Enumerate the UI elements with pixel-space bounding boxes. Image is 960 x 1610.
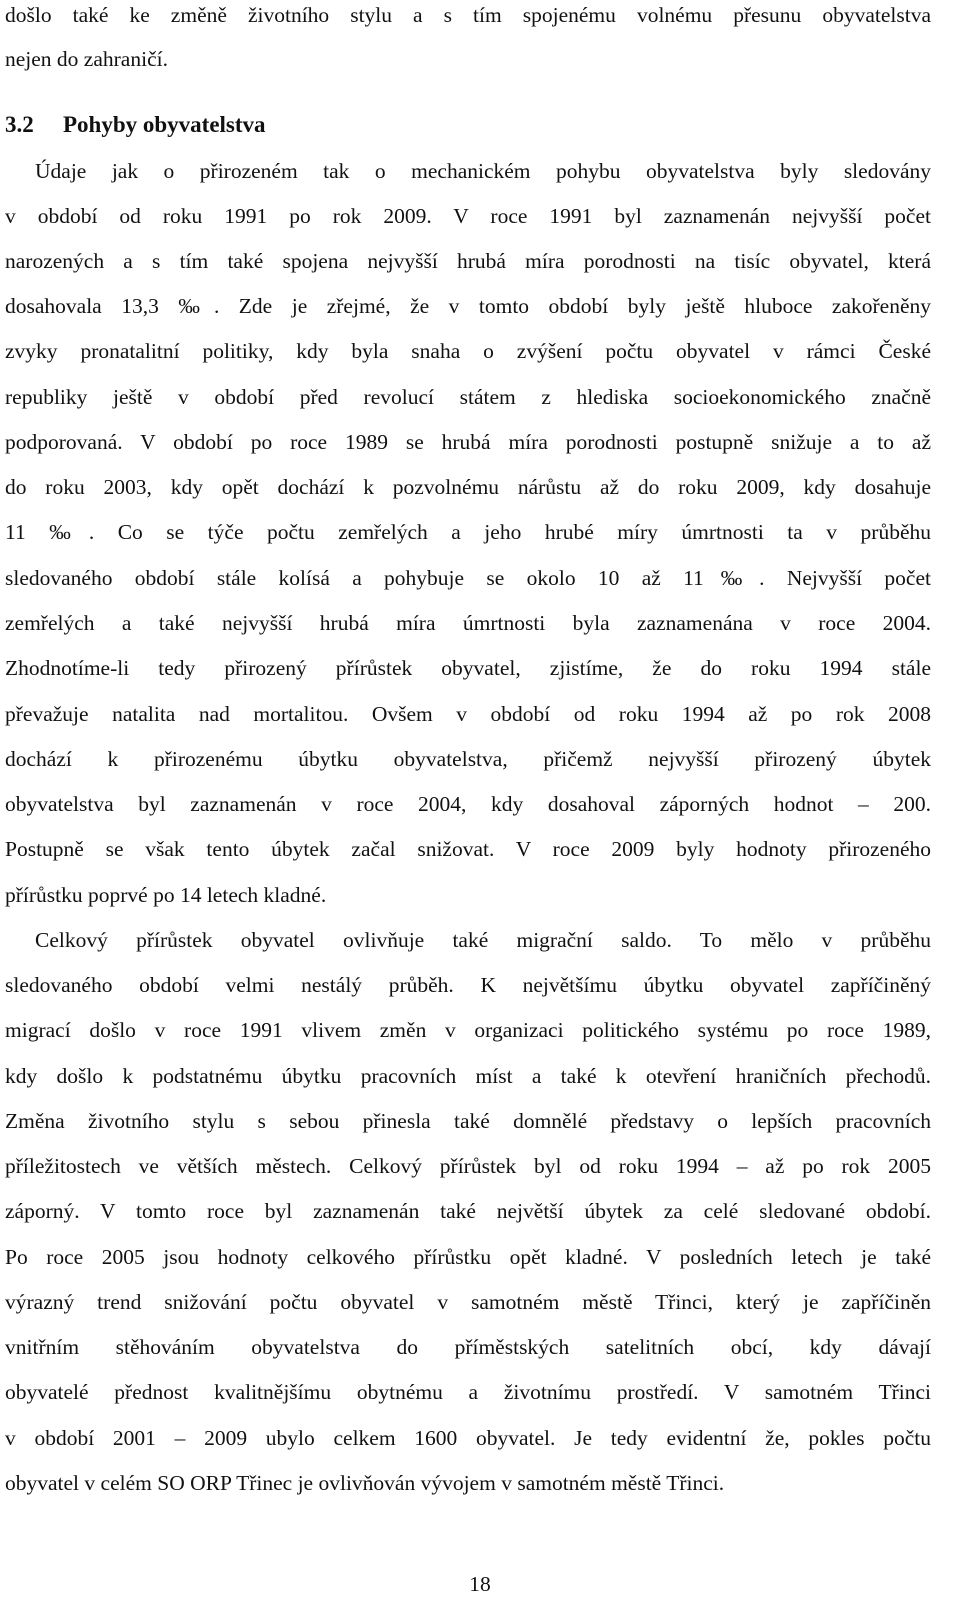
text-line: Postupně se však tento úbytek začal snižovat. V roce 2009 byly hodnoty přirozeného xyxy=(5,837,931,861)
text-line: zvyky pronatalitní politiky, kdy byla snaha o zvýšení počtu obyvatel v rámci České xyxy=(5,339,931,363)
text-line: obyvatel v celém SO ORP Třinec je ovlivňován vývojem v samotném městě Třinci. xyxy=(5,1471,725,1495)
text-line: dosahovala 13,3 ‰. Zde je zřejmé, že v tomto období byly ještě hluboce zakořeněny xyxy=(5,294,931,318)
text-line: výrazný trend snižování počtu obyvatel v samotném městě Třinci, který je zapříčiněn xyxy=(5,1290,931,1314)
text-line: Po roce 2005 jsou hodnoty celkového přírůstku opět kladné. V posledních letech je také xyxy=(5,1245,931,1269)
text-line: sledovaného období velmi nestálý průběh. K největšímu úbytku obyvatel zapříčiněný xyxy=(5,973,931,997)
text-line: dochází k přirozenému úbytku obyvatelstva, přičemž nejvyšší přirozený úbytek xyxy=(5,747,931,771)
text-line: příležitostech ve větších městech. Celkový přírůstek byl od roku 1994 – až po rok 2005 xyxy=(5,1154,931,1178)
text-line: nejen do zahraničí. xyxy=(5,47,168,71)
text-line: v období od roku 1991 po rok 2009. V roce 1991 byl zaznamenán nejvyšší počet xyxy=(5,204,931,228)
text-line: vnitřním stěhováním obyvatelstva do příměstských satelitních obcí, kdy dávají xyxy=(5,1335,931,1359)
text-line: převažuje natalita nad mortalitou. Ovšem v období od roku 1994 až po rok 2008 xyxy=(5,702,931,726)
text-line: Údaje jak o přirozeném tak o mechanickém pohybu obyvatelstva byly sledovány xyxy=(35,159,931,183)
text-line: obyvatelé přednost kvalitnějšímu obytnému a životnímu prostředí. V samotném Třinci xyxy=(5,1380,931,1404)
text-line: přírůstku poprvé po 14 letech kladné. xyxy=(5,883,327,907)
text-line: do roku 2003, kdy opět dochází k pozvolnému nárůstu až do roku 2009, kdy dosahuje xyxy=(5,475,931,499)
text-line: republiky ještě v období před revolucí státem z hlediska socioekonomického značně xyxy=(5,385,931,409)
text-line: sledovaného období stále kolísá a pohybuje se okolo 10 až 11‰. Nejvyšší počet xyxy=(5,566,931,590)
text-line: kdy došlo k podstatnému úbytku pracovních míst a také k otevření hraničních přechodů. xyxy=(5,1064,931,1088)
text-line: v období 2001 – 2009 ubylo celkem 1600 obyvatel. Je tedy evidentní že, pokles počtu xyxy=(5,1426,931,1450)
text-line: Zhodnotíme-li tedy přirozený přírůstek obyvatel, zjistíme, že do roku 1994 stále xyxy=(5,656,931,680)
text-line: 11 ‰. Co se týče počtu zemřelých a jeho hrubé míry úmrtnosti ta v průběhu xyxy=(5,520,931,544)
text-line: narozených a s tím také spojena nejvyšší hrubá míra porodnosti na tisíc obyvatel, která xyxy=(5,249,931,273)
text-line: migrací došlo v roce 1991 vlivem změn v organizaci politického systému po roce 1989, xyxy=(5,1018,931,1042)
section-title: Pohyby obyvatelstva xyxy=(63,112,266,137)
section-number: 3.2 xyxy=(5,112,34,137)
text-line: došlo také ke změně životního stylu a s tím spojenému volnému přesunu obyvatelstva xyxy=(5,3,931,27)
section-heading xyxy=(5,108,266,142)
text-line: zemřelých a také nejvyšší hrubá míra úmrtnosti byla zaznamenána v roce 2004. xyxy=(5,611,931,635)
text-line: záporný. V tomto roce byl zaznamenán také největší úbytek za celé sledované období. xyxy=(5,1199,931,1223)
text-line: Celkový přírůstek obyvatel ovlivňuje také migrační saldo. To mělo v průběhu xyxy=(35,928,931,952)
text-line: podporovaná. V období po roce 1989 se hrubá míra porodnosti postupně snižuje a to až xyxy=(5,430,931,454)
text-line: obyvatelstva byl zaznamenán v roce 2004, kdy dosahoval záporných hodnot – 200. xyxy=(5,792,931,816)
page-number: 18 xyxy=(469,1572,491,1596)
text-line: Změna životního stylu s sebou přinesla také domnělé představy o lepších pracovních xyxy=(5,1109,931,1133)
